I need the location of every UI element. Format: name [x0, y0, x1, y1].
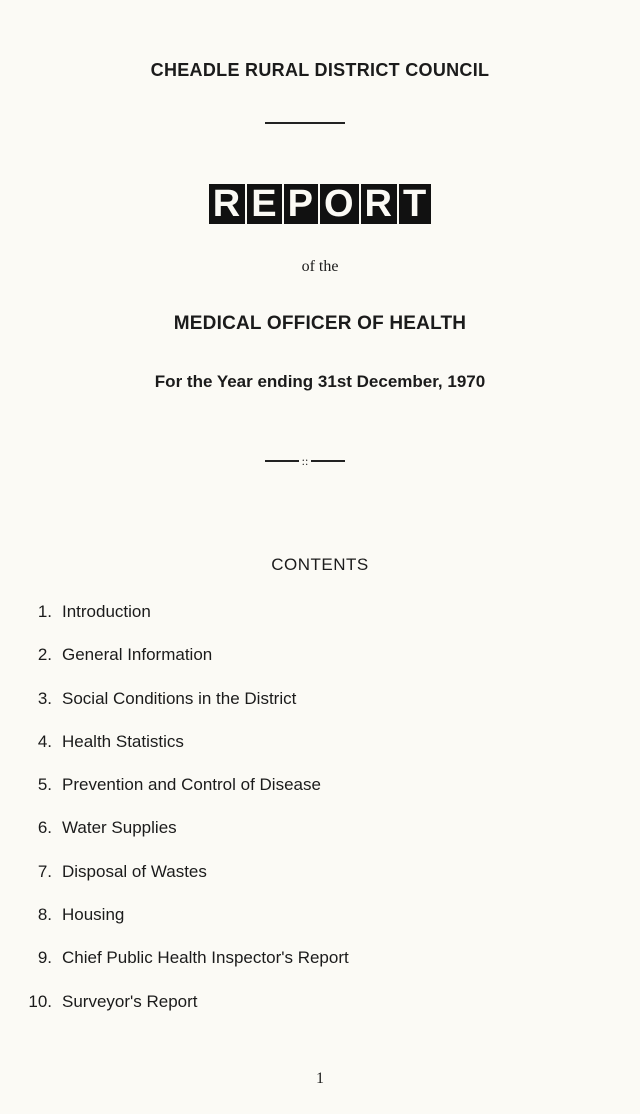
- contents-item: [0, 598, 640, 641]
- item-label: Water Supplies: [62, 818, 177, 838]
- title-letter: R: [361, 184, 397, 224]
- title-letter: T: [399, 184, 431, 224]
- contents-item: [0, 944, 640, 987]
- divider-bar-left: [265, 460, 299, 462]
- item-number: 4.: [37, 731, 52, 751]
- contents-item: [0, 771, 640, 814]
- item-label: Prevention and Control of Disease: [62, 775, 321, 795]
- item-label: Chief Public Health Inspector's Report: [62, 948, 349, 968]
- item-number: 9.: [37, 948, 52, 968]
- item-label: Housing: [62, 905, 125, 925]
- item-label: Health Statistics: [62, 731, 184, 751]
- item-label: General Information: [62, 645, 213, 665]
- item-number: 2.: [37, 645, 52, 665]
- contents-list: [0, 598, 640, 1031]
- item-label: Social Conditions in the District: [62, 688, 297, 708]
- contents-item: [0, 988, 640, 1031]
- item-number: 7.: [37, 861, 52, 881]
- contents-item: [0, 685, 640, 728]
- item-number: 8.: [37, 905, 52, 925]
- page-number: 1: [316, 1070, 324, 1087]
- item-label: Introduction: [62, 602, 151, 621]
- top-rule: [265, 122, 345, 124]
- item-number: 6.: [37, 818, 52, 838]
- report-subtitle: MEDICAL OFFICER OF HEALTH: [173, 313, 467, 334]
- item-number: 5.: [37, 775, 52, 795]
- item-number: 10.: [28, 991, 52, 1011]
- item-label: Disposal of Wastes: [62, 861, 207, 881]
- of-the-text: of the: [301, 258, 339, 275]
- contents-item: [0, 901, 640, 944]
- year-line: For the Year ending 31st December, 1970: [154, 372, 486, 391]
- contents-item: [0, 814, 640, 857]
- title-letter: P: [284, 184, 318, 224]
- report-title: [0, 180, 640, 224]
- item-number: 1.: [37, 602, 52, 621]
- section-divider: [262, 454, 348, 468]
- contents-item: [0, 641, 640, 684]
- divider-dots: ::: [301, 454, 309, 468]
- contents-heading: CONTENTS: [271, 555, 369, 574]
- item-number: 3.: [37, 688, 52, 708]
- title-letter: R: [209, 184, 245, 224]
- contents-item: [0, 728, 640, 771]
- title-letter: E: [247, 184, 281, 224]
- title-letter: O: [320, 184, 359, 224]
- item-label: Surveyor's Report: [62, 991, 198, 1011]
- divider-bar-right: [311, 460, 345, 462]
- council-name: CHEADLE RURAL DISTRICT COUNCIL: [150, 60, 490, 80]
- contents-item: [0, 858, 640, 901]
